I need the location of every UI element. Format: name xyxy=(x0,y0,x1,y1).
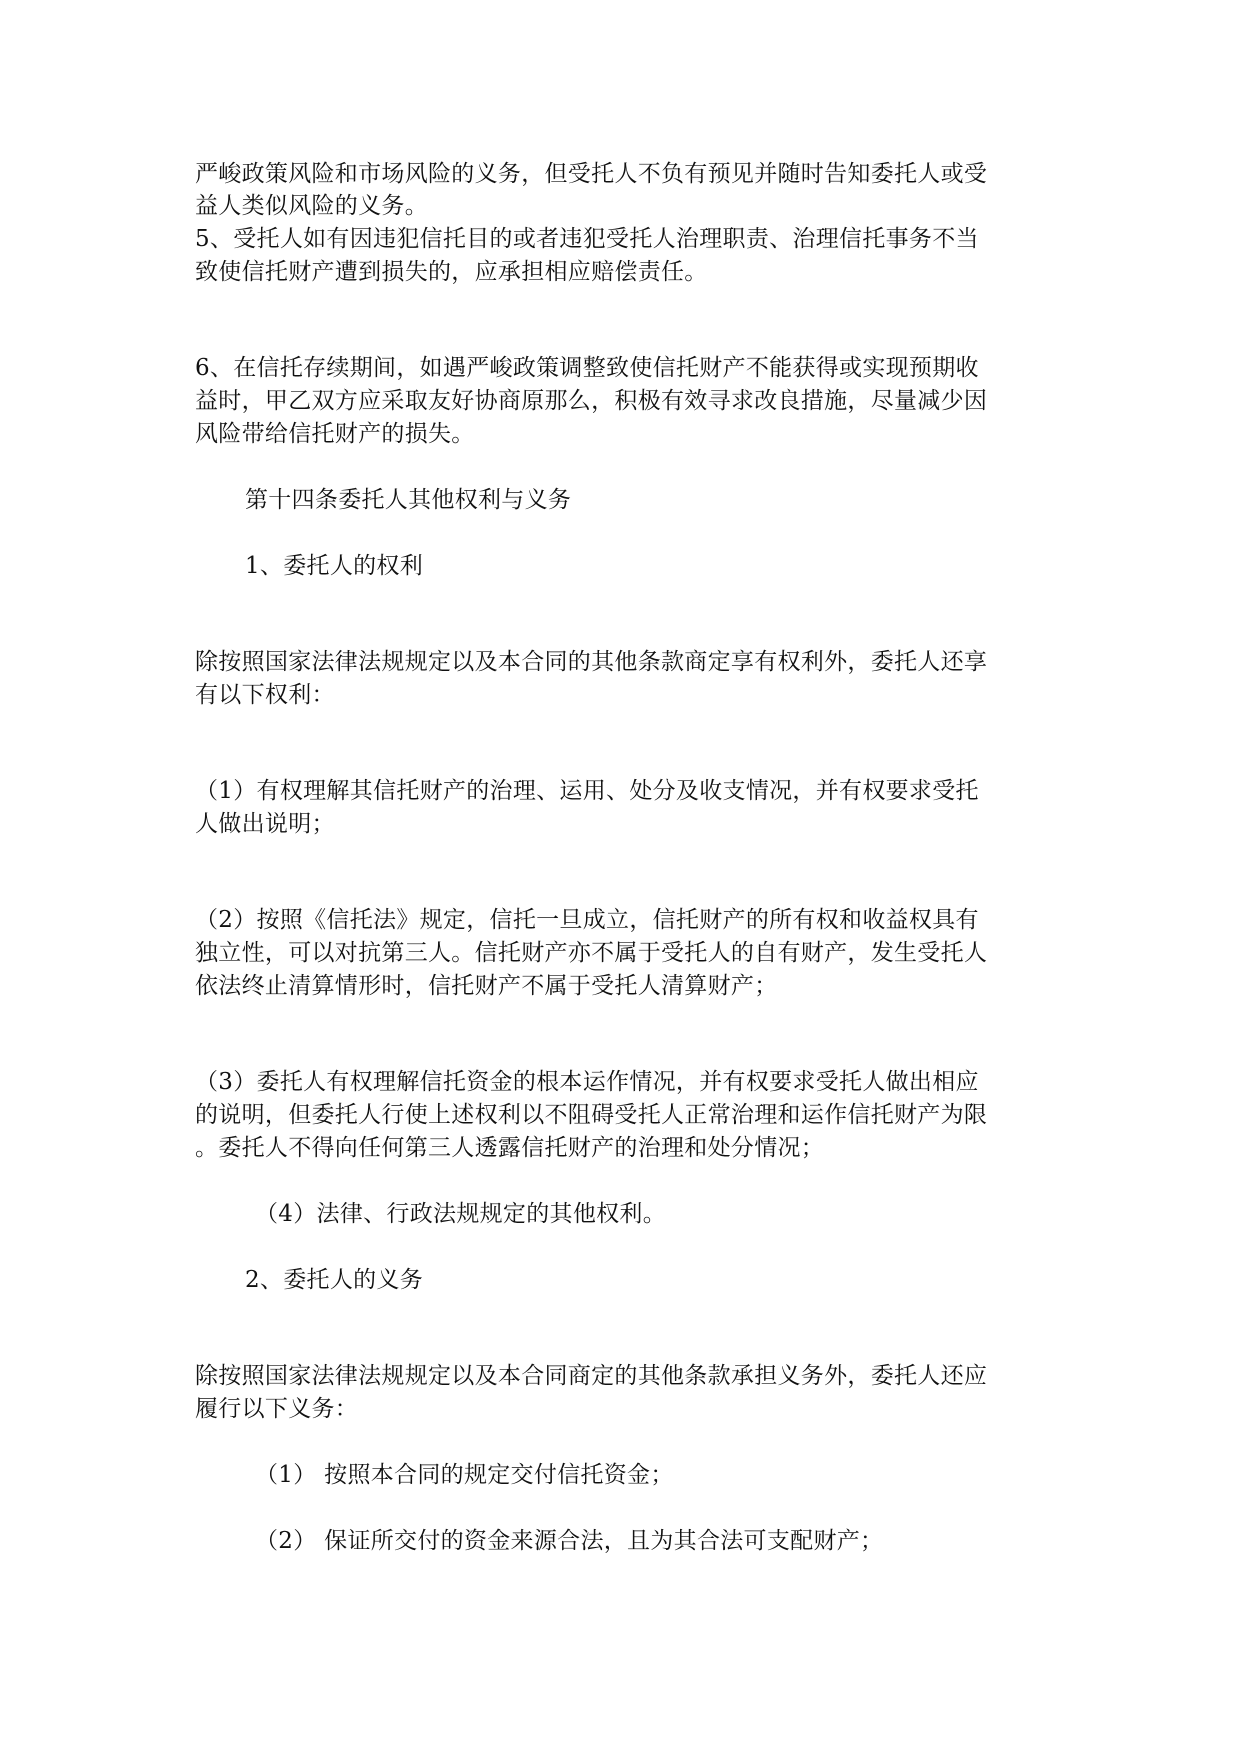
subsection-heading: 2、委托人的义务 xyxy=(245,1267,424,1293)
list-item-line: 独立性，可以对抗第三人。信托财产亦不属于受托人的自有财产，发生受托人 xyxy=(195,940,988,966)
list-item-line: （2）按照《信托法》规定，信托一旦成立，信托财产的所有权和收益权具有 xyxy=(195,907,979,933)
list-item-line: 人做出说明； xyxy=(195,811,335,837)
list-item-line: 的说明，但委托人行使上述权利以不阻碍受托人正常治理和运作信托财产为限 xyxy=(195,1102,988,1128)
list-item-line: （1）有权理解其信托财产的治理、运用、处分及收支情况，并有权要求受托 xyxy=(195,778,979,804)
text-line: 益人类似风险的义务。 xyxy=(195,193,428,219)
text-line: 益时，甲乙双方应采取友好协商原那么，积极有效寻求改良措施，尽量减少因 xyxy=(195,388,988,414)
list-item-line: 。委托人不得向任何第三人透露信托财产的治理和处分情况； xyxy=(195,1135,825,1161)
list-item-line: （2） 保证所交付的资金来源合法，且为其合法可支配财产； xyxy=(255,1528,884,1554)
list-item-line: （3）委托人有权理解信托资金的根本运作情况，并有权要求受托人做出相应 xyxy=(195,1069,979,1095)
list-item-line: （1） 按照本合同的规定交付信托资金； xyxy=(255,1462,674,1488)
text-line: 履行以下义务： xyxy=(195,1396,359,1422)
list-item-line: （4）法律、行政法规规定的其他权利。 xyxy=(255,1201,667,1227)
section-heading: 第十四条委托人其他权利与义务 xyxy=(245,487,572,513)
text-line: 6、在信托存续期间，如遇严峻政策调整致使信托财产不能获得或实现预期收 xyxy=(195,355,979,381)
list-item-line: 依法终止清算情形时，信托财产不属于受托人清算财产； xyxy=(195,973,778,999)
text-line: 除按照国家法律法规规定以及本合同商定的其他条款承担义务外，委托人还应 xyxy=(195,1363,988,1389)
text-line: 除按照国家法律法规规定以及本合同的其他条款商定享有权利外，委托人还享 xyxy=(195,649,988,675)
text-line: 有以下权利： xyxy=(195,682,335,708)
text-line: 5、受托人如有因违犯信托目的或者违犯受托人治理职责、治理信托事务不当 xyxy=(195,226,979,252)
text-line: 风险带给信托财产的损失。 xyxy=(195,421,475,447)
text-line: 严峻政策风险和市场风险的义务，但受托人不负有预见并随时告知委托人或受 xyxy=(195,161,988,187)
text-line: 致使信托财产遭到损失的，应承担相应赔偿责任。 xyxy=(195,259,708,285)
subsection-heading: 1、委托人的权利 xyxy=(245,553,424,579)
